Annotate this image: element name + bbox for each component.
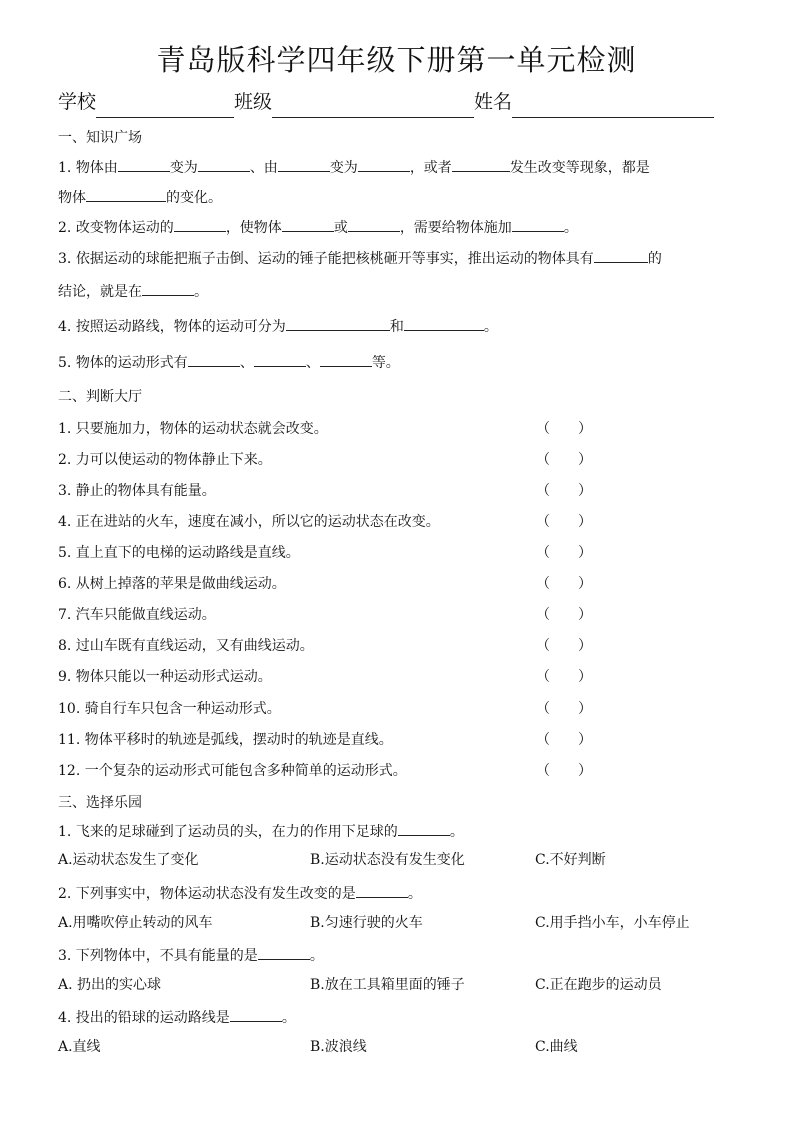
answer-parens[interactable]: （ ） [536, 483, 592, 499]
answer-blank[interactable] [258, 943, 310, 960]
judge-item: 4. 正在进站的火车，速度在减小，所以它的运动状态在改变。 [58, 514, 440, 530]
q1-line1: 1. 物体由 变为 、由 变为 ，或者 发生改变等现象，都是 [58, 155, 650, 179]
judge-item: 11. 物体平移时的轨迹是弧线，摆动时的轨迹是直线。 [58, 732, 393, 748]
choice-question: 1. 飞来的足球碰到了运动员的头，在力的作用下足球的 。 [58, 819, 464, 843]
answer-blank[interactable] [282, 215, 334, 232]
answer-parens[interactable]: （ ） [536, 421, 592, 437]
judge-item: 6. 从树上掉落的苹果是做曲线运动。 [58, 576, 286, 592]
answer-parens[interactable]: （ ） [536, 701, 592, 717]
section2-title: 二、判断大厅 [58, 389, 142, 405]
judge-item: 2. 力可以使运动的物体静止下来。 [58, 452, 272, 468]
option-c[interactable]: C.用手挡小车，小车停止 [535, 915, 690, 931]
answer-parens[interactable]: （ ） [536, 669, 592, 685]
answer-blank[interactable] [512, 215, 564, 232]
option-b[interactable]: B.波浪线 [310, 1039, 367, 1055]
option-a[interactable]: A.运动状态发生了变化 [58, 852, 199, 868]
judge-item: 12. 一个复杂的运动形式可能包含多种简单的运动形式。 [58, 763, 407, 779]
answer-parens[interactable]: （ ） [536, 763, 592, 779]
section3-title: 三、选择乐园 [58, 795, 142, 811]
judge-item: 7. 汽车只能做直线运动。 [58, 607, 216, 623]
choice-question: 2. 下列事实中，物体运动状态没有发生改变的是 。 [58, 881, 422, 905]
answer-blank[interactable] [286, 314, 390, 331]
answer-parens[interactable]: （ ） [536, 607, 592, 623]
answer-blank[interactable] [358, 155, 410, 172]
judge-item: 8. 过山车既有直线运动，又有曲线运动。 [58, 638, 314, 654]
judge-item: 1. 只要施加力，物体的运动状态就会改变。 [58, 421, 328, 437]
q3-line2: 结论，就是在 。 [58, 279, 208, 303]
option-c[interactable]: C.曲线 [535, 1039, 578, 1055]
answer-parens[interactable]: （ ） [536, 452, 592, 468]
answer-parens[interactable]: （ ） [536, 545, 592, 561]
judge-item: 9. 物体只能以一种运动形式运动。 [58, 669, 272, 685]
judge-item: 5. 直上直下的电梯的运动路线是直线。 [58, 545, 300, 561]
answer-blank[interactable] [118, 155, 170, 172]
option-c[interactable]: C.正在跑步的运动员 [535, 977, 662, 993]
answer-blank[interactable] [594, 246, 648, 263]
answer-blank[interactable] [404, 314, 484, 331]
page-title: 青岛版科学四年级下册第一单元检测 [156, 43, 637, 77]
section1-title: 一、知识广场 [58, 130, 142, 146]
q1-line2: 物体 的变化。 [58, 185, 222, 209]
school-field[interactable] [96, 93, 234, 118]
answer-parens[interactable]: （ ） [536, 638, 592, 654]
school-label: 学校 [58, 91, 97, 113]
option-a[interactable]: A.直线 [58, 1039, 101, 1055]
choice-question: 4. 投出的铅球的运动路线是 。 [58, 1005, 296, 1029]
answer-blank[interactable] [142, 279, 194, 296]
option-b[interactable]: B.运动状态没有发生变化 [310, 852, 465, 868]
answer-parens[interactable]: （ ） [536, 576, 592, 592]
name-label: 姓名 [474, 91, 513, 113]
choice-question: 3. 下列物体中，不具有能量的是 。 [58, 943, 324, 967]
name-field[interactable] [512, 93, 714, 118]
answer-parens[interactable]: （ ） [536, 514, 592, 530]
answer-blank[interactable] [452, 155, 510, 172]
q5-line: 5. 物体的运动形式有 、 、 等。 [58, 350, 400, 374]
option-b[interactable]: B.放在工具箱里面的锤子 [310, 977, 465, 993]
student-info-row [58, 86, 738, 120]
answer-parens[interactable]: （ ） [536, 732, 592, 748]
class-field[interactable] [272, 93, 474, 118]
option-a[interactable]: A. 扔出的实心球 [58, 977, 162, 993]
option-a[interactable]: A.用嘴吹停止转动的风车 [58, 915, 213, 931]
judge-item: 3. 静止的物体具有能量。 [58, 483, 216, 499]
class-label: 班级 [234, 91, 273, 113]
answer-blank[interactable] [278, 155, 330, 172]
q3-line1: 3. 依据运动的球能把瓶子击倒、运动的锤子能把核桃砸开等事实，推出运动的物体具有 的 [58, 246, 662, 270]
answer-blank[interactable] [348, 215, 400, 232]
answer-blank[interactable] [398, 819, 450, 836]
answer-blank[interactable] [188, 350, 240, 367]
answer-blank[interactable] [320, 350, 372, 367]
q4-line: 4. 按照运动路线，物体的运动可分为 和 。 [58, 314, 498, 338]
answer-blank[interactable] [174, 215, 226, 232]
judge-item: 10. 骑自行车只包含一种运动形式。 [58, 701, 281, 717]
answer-blank[interactable] [254, 350, 306, 367]
answer-blank[interactable] [230, 1005, 282, 1022]
option-c[interactable]: C.不好判断 [535, 852, 606, 868]
answer-blank[interactable] [86, 185, 166, 202]
answer-blank[interactable] [198, 155, 250, 172]
q2-line: 2. 改变物体运动的 ，使物体 或 ，需要给物体施加 。 [58, 215, 578, 239]
option-b[interactable]: B.匀速行驶的火车 [310, 915, 423, 931]
answer-blank[interactable] [356, 881, 408, 898]
